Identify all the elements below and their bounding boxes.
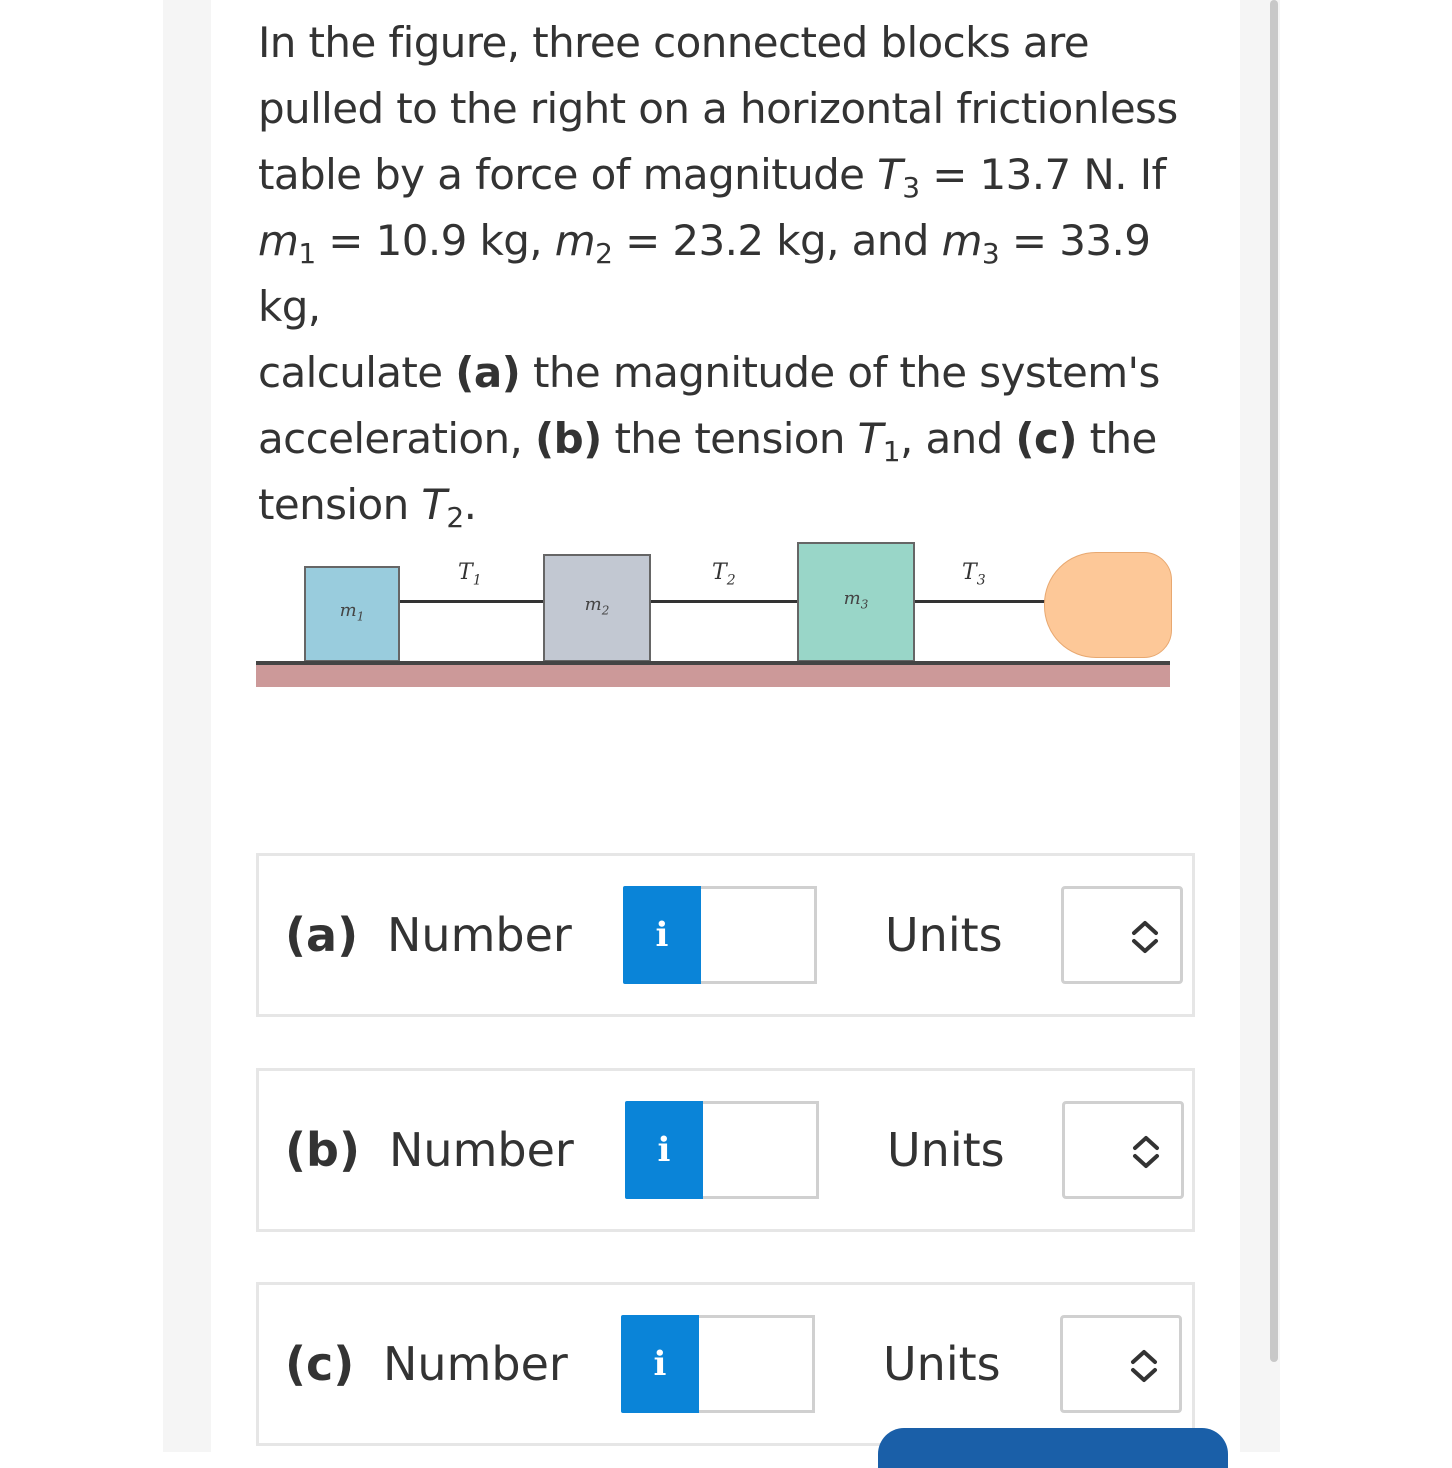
tension-t2-label: $T_2$ xyxy=(712,560,736,589)
answer-a-part-label: (a) xyxy=(285,908,359,962)
answer-c-info-button[interactable]: i xyxy=(621,1315,699,1413)
m3-value: = 33.9 kg, xyxy=(258,216,1151,331)
t2-symbol: T xyxy=(421,480,447,529)
block-m1 xyxy=(304,566,400,662)
answer-a-units-label: Units xyxy=(885,908,1003,962)
t3-value: = 13.7 N. If xyxy=(919,150,1166,199)
pulling-hand-icon xyxy=(1044,552,1172,658)
m1-value: = 10.9 kg, xyxy=(315,216,555,265)
question-intro: In the figure, three connected blocks are pulled to the right on a horizontal frictionless table by a force of magnitude xyxy=(258,18,1178,199)
answer-c-number-label: Number xyxy=(383,1337,568,1391)
t2-subscript: 2 xyxy=(446,501,464,534)
block-m1-label: $m_1$ xyxy=(339,600,365,624)
rope-t1 xyxy=(400,600,544,603)
question-text xyxy=(258,10,1208,538)
scrollbar[interactable] xyxy=(1270,0,1278,1362)
block-m3-label: $m_3$ xyxy=(843,588,869,612)
page-margin-left xyxy=(0,0,163,1452)
m2-value: = 23.2 kg, and xyxy=(612,216,942,265)
chevron-up-down-icon xyxy=(1130,919,1160,955)
answer-b-units-label: Units xyxy=(887,1123,1005,1177)
calc-text: calculate xyxy=(258,348,456,397)
part-a-text: the magnitude of the system's acceleration, xyxy=(258,348,1160,463)
chevron-up-down-icon xyxy=(1129,1348,1159,1384)
m1-symbol: m xyxy=(258,216,299,265)
t1-subscript: 1 xyxy=(882,435,900,468)
answer-row-c xyxy=(256,1282,1195,1446)
part-c-text: the tension xyxy=(258,414,1157,529)
answer-b-units-select[interactable] xyxy=(1062,1101,1184,1199)
answer-c-units-select[interactable] xyxy=(1060,1315,1182,1413)
tension-t1-label: $T_1$ xyxy=(458,560,482,589)
chevron-up-down-icon xyxy=(1131,1134,1161,1170)
answer-b-info-button[interactable]: i xyxy=(625,1101,703,1199)
part-b-text: the tension xyxy=(601,414,858,463)
content-gutter-left xyxy=(163,0,211,1452)
m1-subscript: 1 xyxy=(298,237,316,270)
m3-symbol: m xyxy=(941,216,982,265)
and-text: , and xyxy=(899,414,1016,463)
block-m2-label: $m_2$ xyxy=(584,594,610,618)
question-period: . xyxy=(463,480,477,529)
tension-t3-label: $T_3$ xyxy=(962,560,986,589)
answer-a-number-input[interactable] xyxy=(701,886,817,984)
part-a-marker: (a) xyxy=(455,348,521,397)
t3-subscript: 3 xyxy=(902,171,920,204)
m3-subscript: 3 xyxy=(981,237,1000,270)
answer-row-b xyxy=(256,1068,1195,1232)
table-body xyxy=(256,665,1170,687)
block-m3 xyxy=(797,542,915,662)
part-b-marker: (b) xyxy=(535,414,602,463)
answer-c-part-label: (c) xyxy=(285,1337,355,1391)
answer-c-number-input[interactable] xyxy=(699,1315,815,1413)
submit-button[interactable] xyxy=(878,1428,1228,1468)
m2-subscript: 2 xyxy=(595,237,613,270)
block-m2 xyxy=(543,554,651,662)
answer-c-units-label: Units xyxy=(883,1337,1001,1391)
answer-b-number-label: Number xyxy=(389,1123,574,1177)
part-c-marker: (c) xyxy=(1015,414,1077,463)
t3-symbol: T xyxy=(877,150,903,199)
answer-b-part-label: (b) xyxy=(285,1123,360,1177)
m2-symbol: m xyxy=(554,216,596,265)
blocks-figure xyxy=(256,540,1172,690)
rope-t2 xyxy=(650,600,798,603)
answer-row-a xyxy=(256,853,1195,1017)
t1-symbol: T xyxy=(857,414,883,463)
answer-b-number-input[interactable] xyxy=(703,1101,819,1199)
answer-a-info-button[interactable]: i xyxy=(623,886,701,984)
rope-t3 xyxy=(914,600,1050,603)
answer-a-number-label: Number xyxy=(387,908,572,962)
answer-a-units-select[interactable] xyxy=(1061,886,1183,984)
